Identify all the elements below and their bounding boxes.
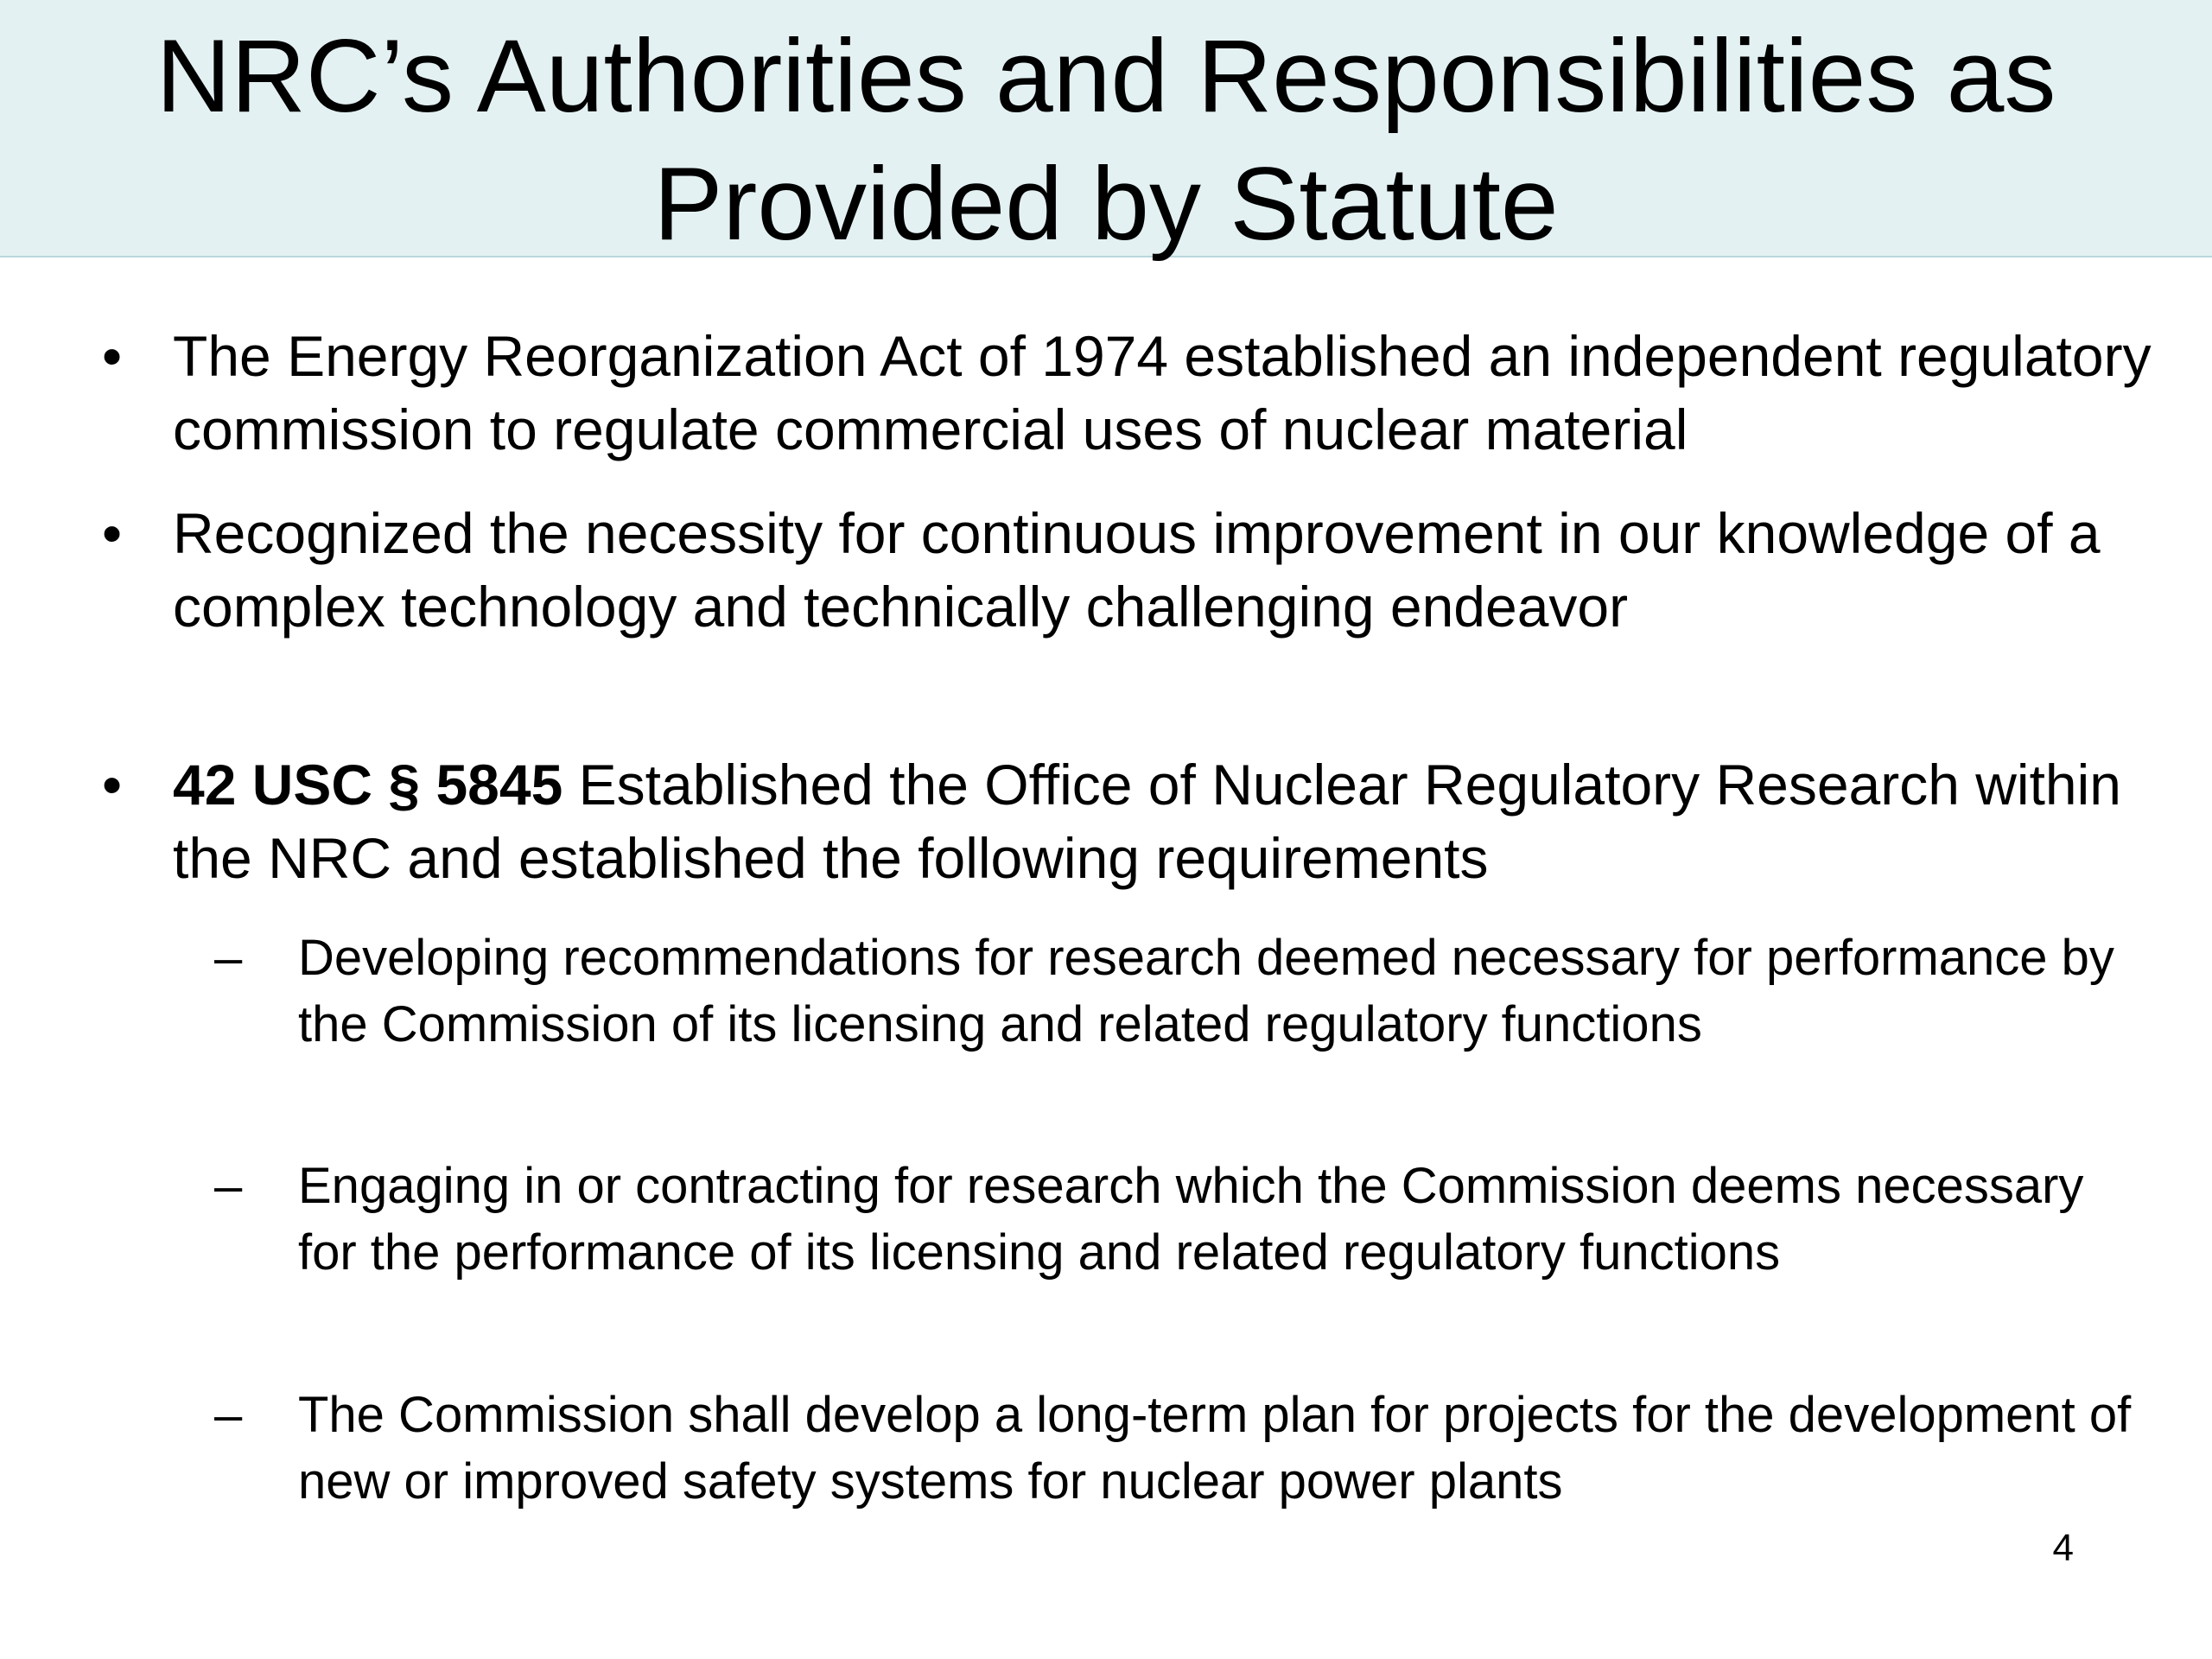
sub-bullet-marker: – bbox=[214, 930, 243, 986]
sub-bullet-text: Developing recommendations for research deemed necessary for performance by the Commission of its licensing and related regulatory functions bbox=[298, 930, 2114, 1052]
sub-bullet-marker: – bbox=[214, 1158, 243, 1214]
slide-title: NRC’s Authorities and Responsibilities as Provided by Statute bbox=[156, 18, 2056, 262]
bullet-marker: • bbox=[102, 324, 123, 388]
sub-bullet-text: The Commission shall develop a long-term plan for projects for the development of new or improved safety systems for nuclear power plants bbox=[298, 1387, 2132, 1510]
bullet-text bbox=[173, 320, 2160, 467]
bullet-text bbox=[173, 748, 2160, 895]
slide-number: 4 bbox=[2052, 1527, 2074, 1569]
bullet-marker: • bbox=[102, 501, 123, 565]
bullet-marker: • bbox=[102, 753, 123, 817]
bullet-text bbox=[173, 497, 2160, 644]
bullet-body: Recognized the necessity for continuous improvement in our knowledge of a complex technology and technically challenging endeavor bbox=[173, 501, 2101, 639]
sub-bullet-marker: – bbox=[214, 1387, 243, 1443]
bullet-body: The Energy Reorganization Act of 1974 established an independent regulatory commission to regulate commercial uses of nuclear material bbox=[173, 324, 2152, 461]
sub-bullet-text: Engaging in or contracting for research which the Commission deems necessary for the performance of its licensing and related regulatory functions bbox=[298, 1158, 2084, 1281]
bullet-lead: 42 USC § 5845 bbox=[173, 753, 563, 817]
bullet-body: Established the Office of Nuclear Regulatory Research within the NRC and established the following requirements bbox=[173, 753, 2122, 890]
